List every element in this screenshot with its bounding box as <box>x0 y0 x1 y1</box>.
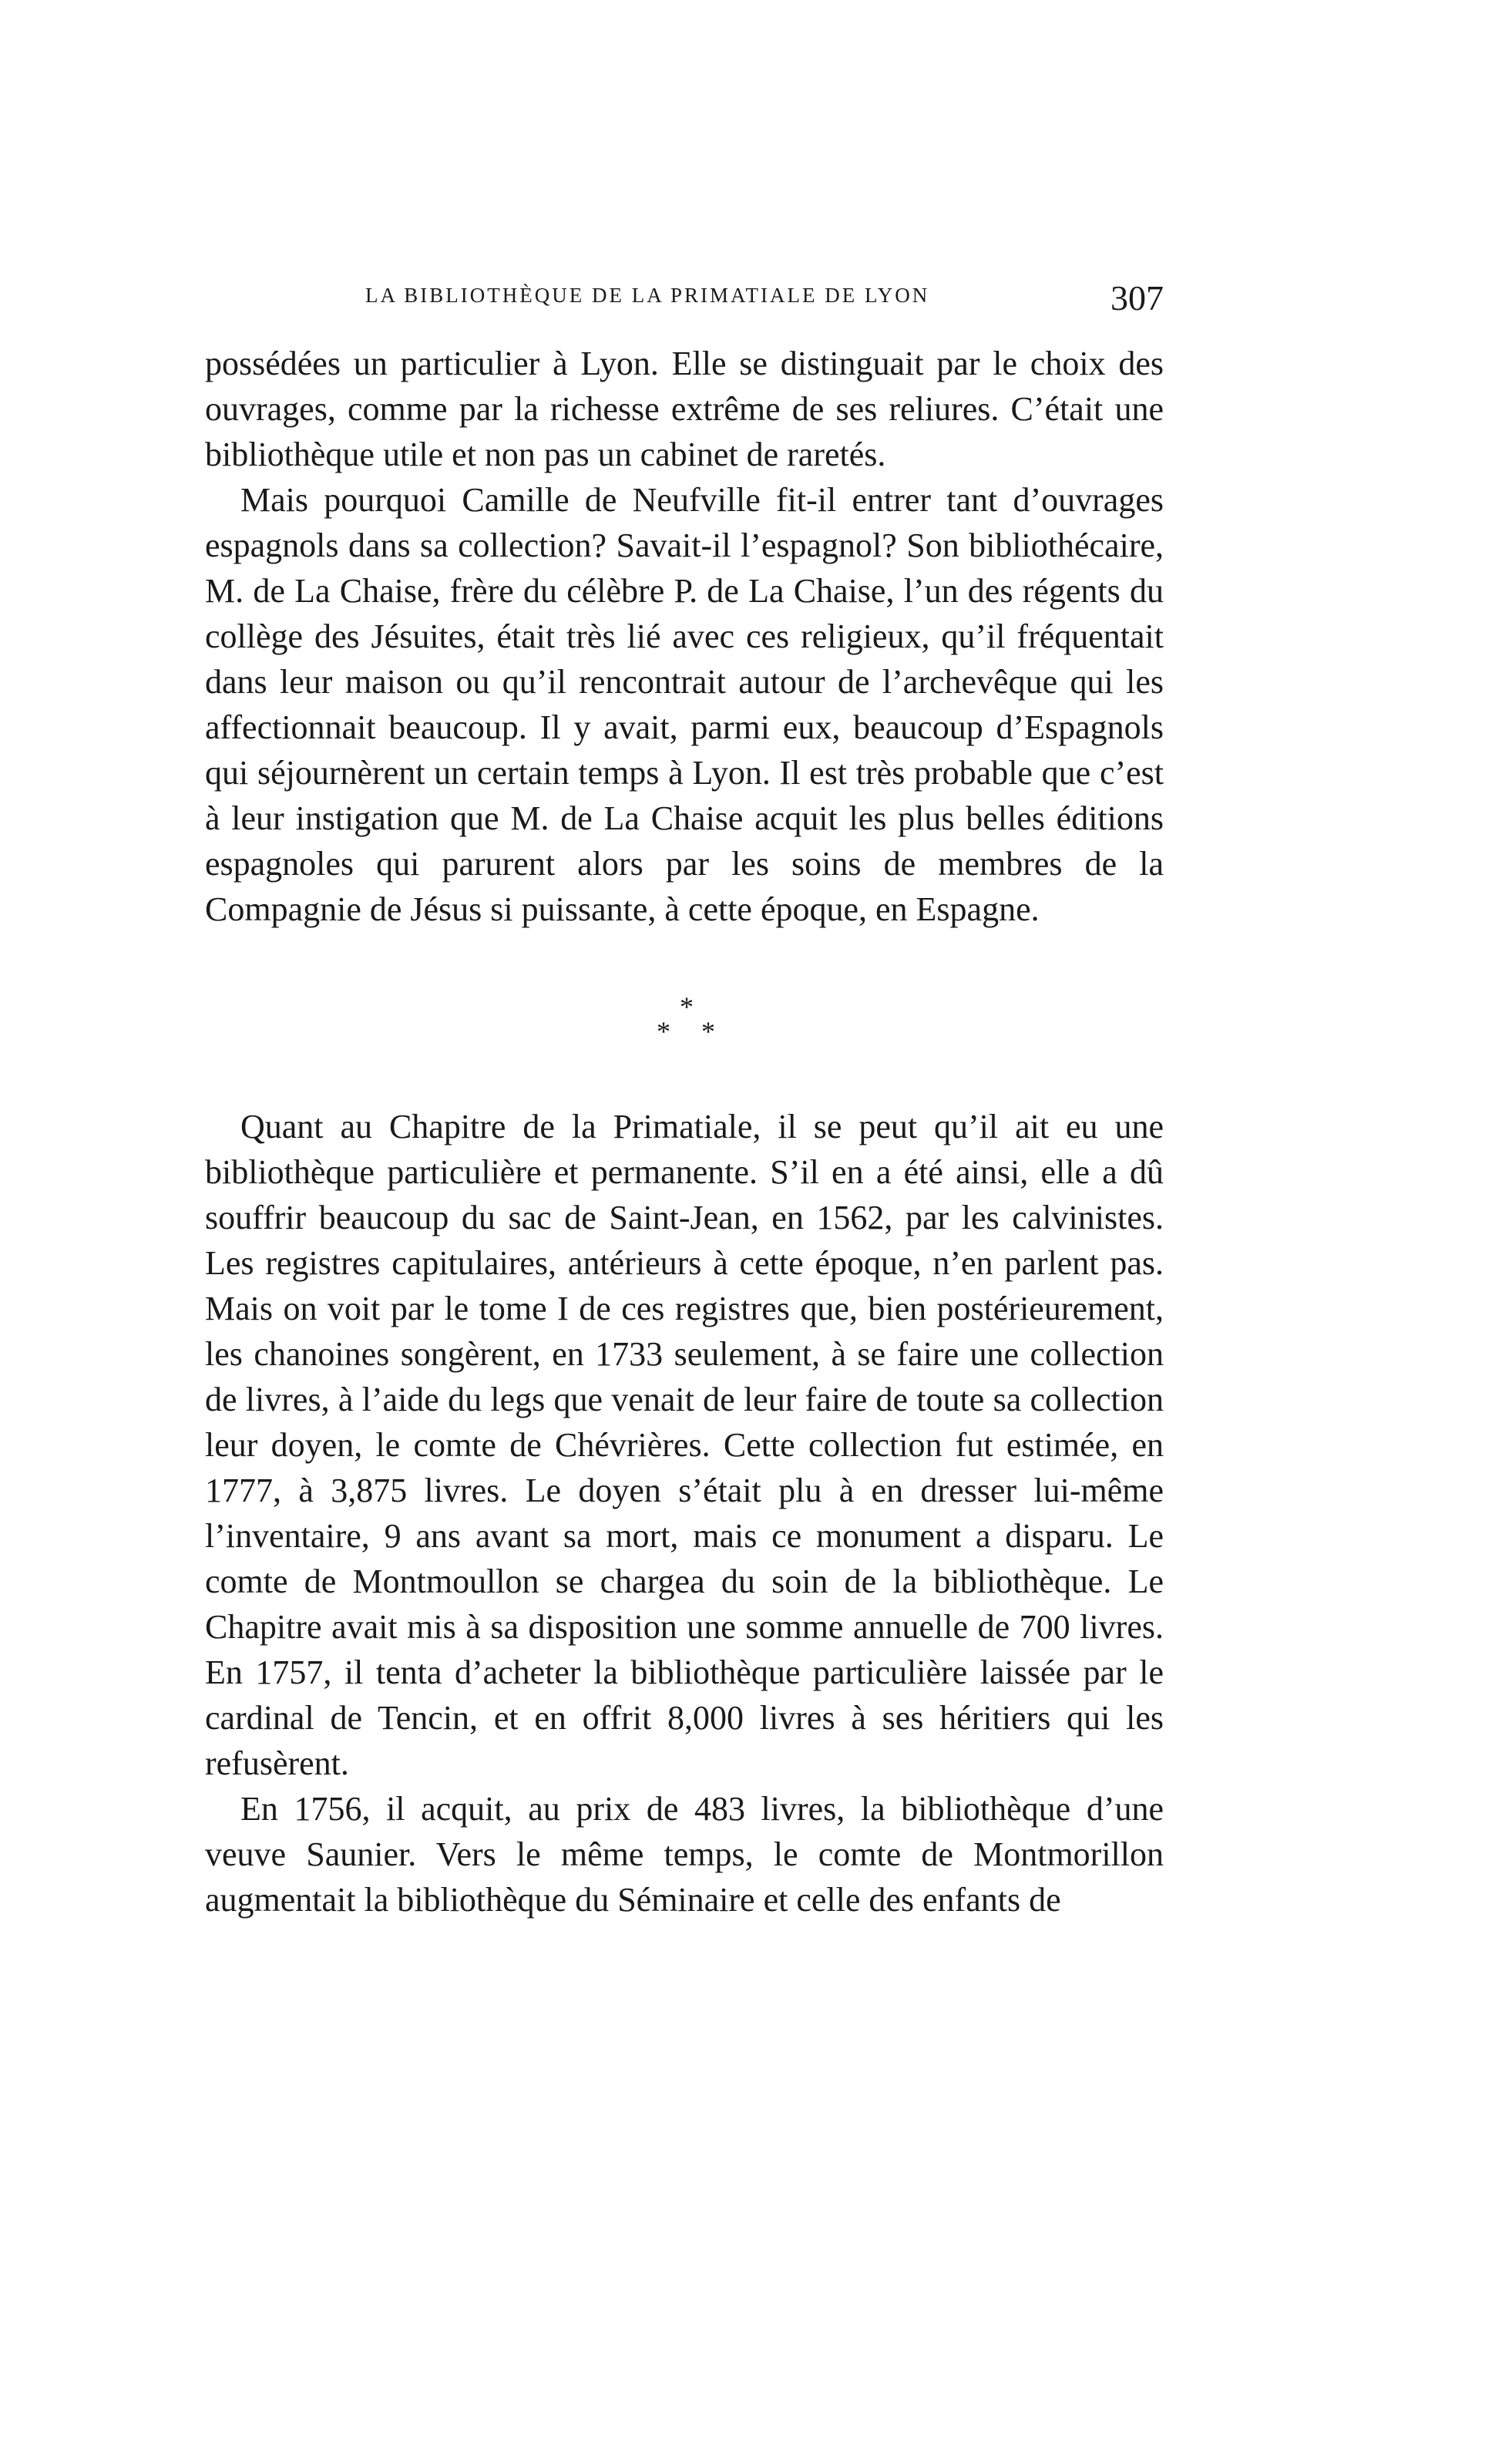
asterisk: * <box>701 1016 715 1047</box>
text-section-2 <box>205 1104 1164 1922</box>
paragraph-continued: possédées un particulier à Lyon. Elle se distinguait par le choix des ouvrages, comme par la richesse extrême de ses reliures. C’était une bibliothèque utile et non pas un cabinet de raretés. <box>205 345 1164 473</box>
paragraph: Quant au Chapitre de la Primatiale, il se peut qu’il ait eu une bibliothèque particulière et permanente. S’il en a été ainsi, elle a dû souffrir beaucoup du sac de Saint-Jean, en 1562, par les calvinistes. Les registres capitulaires, antérieurs à cette époque, n’en parlent pas. Mais on voit par le tome I de ces registres que, bien postérieurement, les chanoines songèrent, en 1733 seulement, à se faire une collection de livres, à l’aide du legs que venait de leur faire de toute sa collection leur doyen, le comte de Chévrières. Cette collection fut estimée, en 1777, à 3,875 livres. Le doyen s’était plu à en dresser lui-même l’inventaire, 9 ans avant sa mort, mais ce monument a disparu. Le comte de Montmoullon se chargea du soin de la bibliothèque. Le Chapitre avait mis à sa disposition une somme annuelle de 700 livres. En 1757, il tenta d’acheter la bibliothèque particulière laissée par le cardinal de Tencin, et en offrit 8,000 livres à ses héritiers qui les refusèrent. <box>205 1108 1164 1782</box>
paragraph: En 1756, il acquit, au prix de 483 livres, la bibliothèque d’une veuve Saunier. Vers le même temps, le comte de Montmorillon augmentait la bibliothèque du Séminaire et celle des enfants de <box>205 1790 1164 1919</box>
paragraph: Mais pourquoi Camille de Neufville fit-il entrer tant d’ouvrages espagnols dans sa collection? Savait-il l’espagnol? Son bibliothécaire, M. de La Chaise, frère du célèbre P. de La Chaise, l’un des régents du collège des Jésuites, était très lié avec ces religieux, qu’il fréquentait dans leur maison ou qu’il rencontrait autour de l’archevêque qui les affectionnait beaucoup. Il y avait, parmi eux, beaucoup d’Espagnols qui séjournèrent un certain temps à Lyon. Il est très probable que c’est à leur instigation que M. de La Chaise acquit les plus belles éditions espagnoles qui parurent alors par les soins de membres de la Compagnie de Jésus si puissante, à cette époque, en Espagne. <box>205 481 1164 928</box>
asterisk: * <box>657 1016 670 1047</box>
page-number: 307 <box>1110 278 1164 318</box>
asterisk: * <box>680 991 694 1022</box>
running-head <box>365 278 1164 324</box>
running-title: LA BIBLIOTHÈQUE DE LA PRIMATIALE DE LYON <box>365 284 930 307</box>
text-section-1 <box>205 341 1164 932</box>
section-separator-asterism <box>601 993 786 1055</box>
